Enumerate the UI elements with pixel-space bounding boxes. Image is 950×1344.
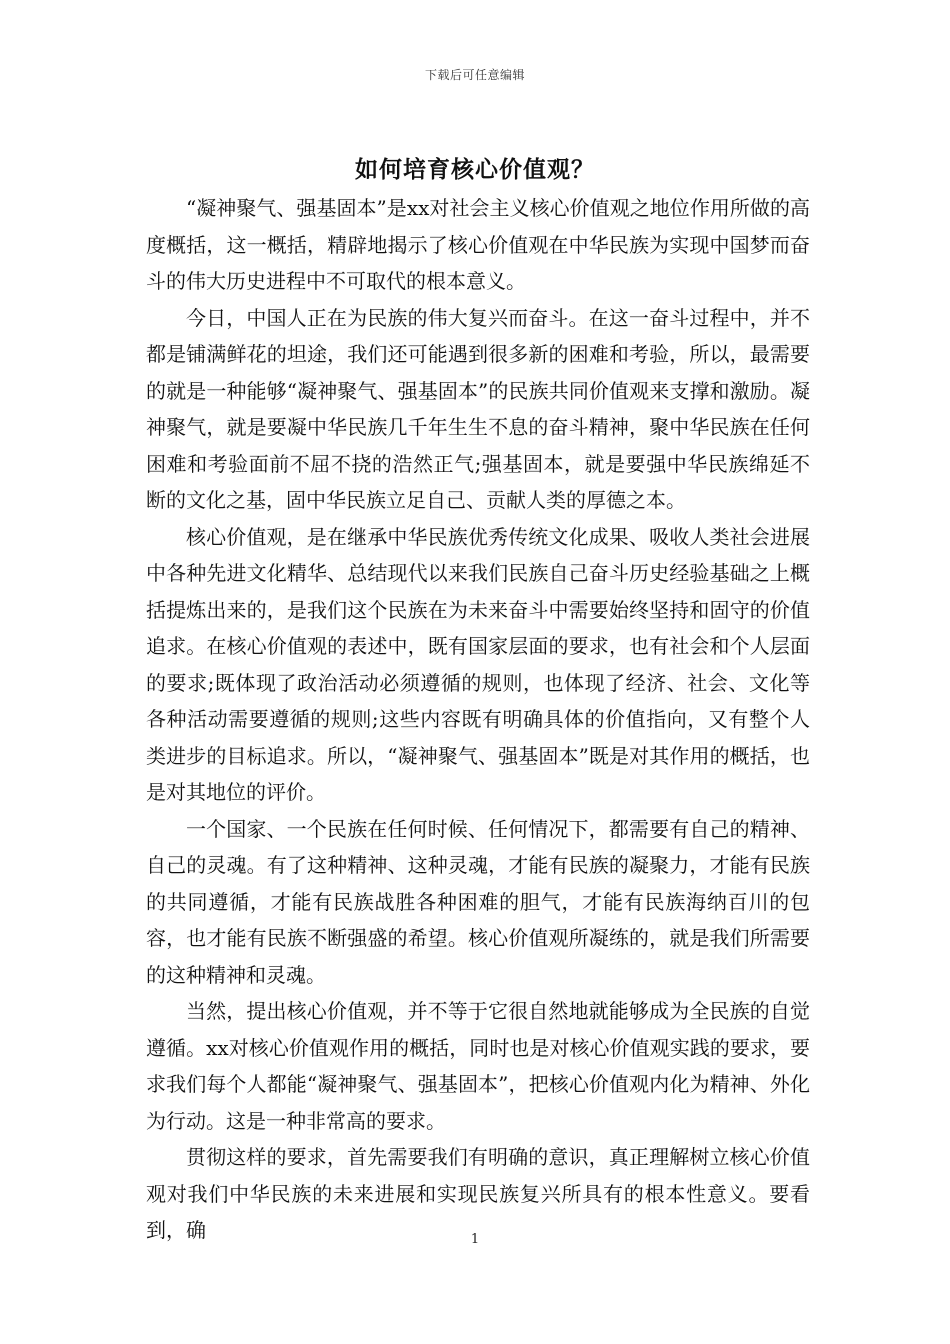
paragraph: 贯彻这样的要求，首先需要我们有明确的意识，真正理解树立核心价值观对我们中华民族的未来进展和实现民族复兴所具有的根本性意义。要看到，确 [146, 1145, 810, 1242]
paragraph: “凝神聚气、强基固本”是xx对社会主义核心价值观之地位作用所做的高度概括，这一概括，精辟地揭示了核心价值观在中华民族为实现中国梦而奋斗的伟大历史进程中不可取代的根本意义。 [146, 196, 810, 293]
document-body [146, 190, 810, 1249]
page-header-note: 下载后可任意编辑 [424, 68, 525, 82]
document-title: 如何培育核心价值观？ [355, 156, 595, 183]
page-number: 1 [470, 1232, 480, 1247]
paragraph: 当然，提出核心价值观，并不等于它很自然地就能够成为全民族的自觉遵循。xx对核心价值观作用的概括，同时也是对核心价值观实践的要求，要求我们每个人都能“凝神聚气、强基固本”，把核心价值观内化为精神、外化为行动。这是一种非常高的要求。 [146, 999, 810, 1133]
paragraph: 一个国家、一个民族在任何时候、任何情况下，都需要有自己的精神、自己的灵魂。有了这种精神、这种灵魂，才能有民族的凝聚力，才能有民族的共同遵循，才能有民族战胜各种困难的胆气，才能有民族海纳百川的包容，也才能有民族不断强盛的希望。核心价值观所凝练的，就是我们所需要的这种精神和灵魂。 [146, 816, 810, 987]
paragraph: 今日，中国人正在为民族的伟大复兴而奋斗。在这一奋斗过程中，并不都是铺满鲜花的坦途，我们还可能遇到很多新的困难和考验，所以，最需要的就是一种能够“凝神聚气、强基固本”的民族共同价值观来支撑和激励。凝神聚气，就是要凝中华民族几千年生生不息的奋斗精神，聚中华民族在任何困难和考验面前不屈不挠的浩然正气;强基固本，就是要强中华民族绵延不断的文化之基，固中华民族立足自己、贡献人类的厚德之本。 [146, 305, 810, 512]
paragraph: 核心价值观，是在继承中华民族优秀传统文化成果、吸收人类社会进展中各种先进文化精华、总结现代以来我们民族自己奋斗历史经验基础之上概括提炼出来的，是我们这个民族在为未来奋斗中需要始终坚持和固守的价值追求。在核心价值观的表述中，既有国家层面的要求，也有社会和个人层面的要求;既体现了政治活动必须遵循的规则，也体现了经济、社会、文化等各种活动需要遵循的规则;这些内容既有明确具体的价值指向，又有整个人类进步的目标追求。所以，“凝神聚气、强基固本”既是对其作用的概括，也是对其地位的评价。 [146, 524, 810, 804]
